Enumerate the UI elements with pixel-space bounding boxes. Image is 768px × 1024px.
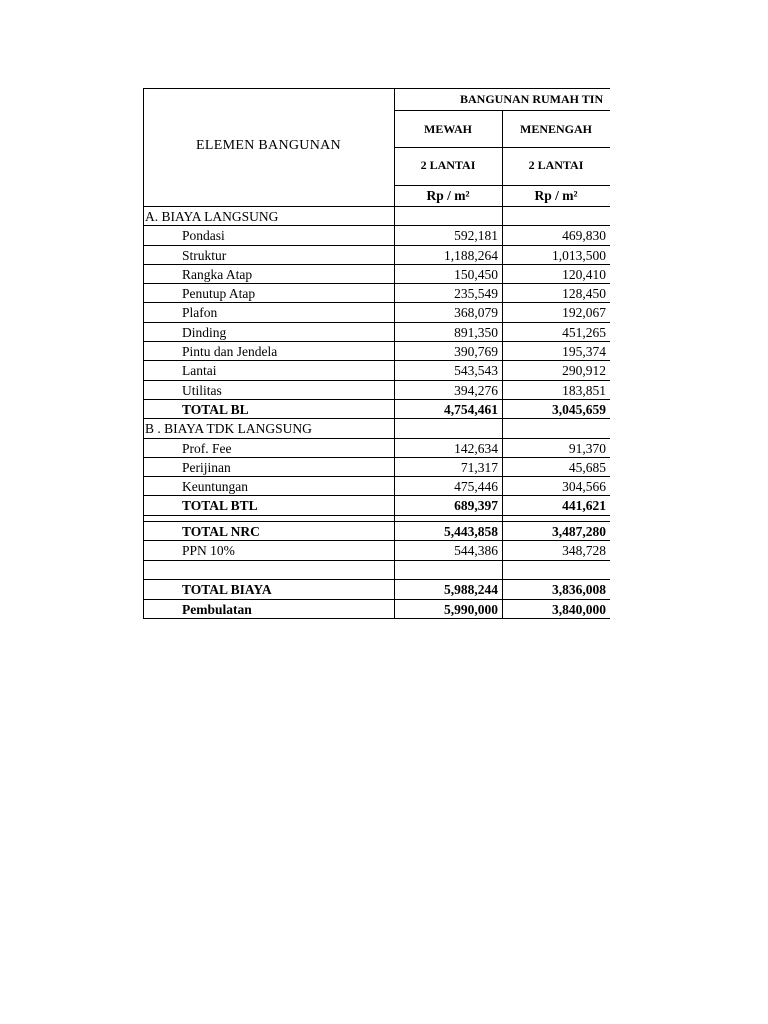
value-cell-mewah: 5,443,858: [444, 523, 498, 539]
row-line: [143, 341, 610, 342]
value-cell-mewah: 544,386: [454, 543, 498, 558]
row-label: A. BIAYA LANGSUNG: [145, 208, 279, 224]
row-label: Lantai: [182, 363, 217, 378]
value-cell-mewah: 5,990,000: [444, 601, 498, 617]
row-label: Prof. Fee: [182, 440, 232, 456]
value-cell-menengah: 192,067: [562, 305, 606, 320]
group-header-clip: [394, 88, 610, 110]
value-cell-mewah: 1,188,264: [444, 247, 498, 263]
row-label: Perijinan: [182, 459, 231, 475]
row-line: [143, 302, 610, 303]
row-line: [143, 476, 610, 477]
value-cell-mewah: 150,450: [454, 266, 498, 282]
value-cell-menengah: 451,265: [562, 324, 606, 340]
row-label: Plafon: [182, 305, 218, 320]
floors-header-mewah: 2 LANTAI: [420, 158, 476, 172]
row-label: Keuntungan: [182, 478, 248, 494]
value-cell-menengah: 45,685: [568, 459, 606, 475]
row-line: [143, 360, 610, 361]
row-line: [143, 225, 610, 226]
unit-header-mewah: Rp / m²: [426, 188, 470, 203]
row-label: TOTAL BL: [182, 401, 249, 417]
row-label: Pintu dan Jendela: [182, 343, 278, 359]
row-line: [143, 521, 610, 522]
row-label: Struktur: [182, 247, 227, 263]
row-line: [143, 245, 610, 246]
row-label: Penutup Atap: [182, 285, 256, 301]
table-left-border: [143, 88, 144, 618]
row-line: [143, 380, 610, 381]
row-line: [143, 283, 610, 284]
row-line: [143, 399, 610, 400]
value-cell-menengah: 441,621: [562, 498, 606, 513]
row-line: [143, 418, 610, 419]
value-cell-mewah: 592,181: [454, 228, 498, 243]
value-cell-menengah: 304,566: [562, 478, 606, 494]
value-cell-menengah: 469,830: [562, 228, 606, 243]
value-cell-mewah: 394,276: [454, 382, 498, 398]
value-cell-menengah: 91,370: [568, 440, 606, 456]
row-label: TOTAL BIAYA: [182, 582, 272, 597]
row-label: B . BIAYA TDK LANGSUNG: [145, 421, 312, 436]
row-line: [143, 206, 610, 207]
row-label: TOTAL NRC: [182, 523, 260, 539]
table-bottom-border: [143, 618, 610, 619]
row-label: Rangka Atap: [182, 266, 253, 282]
class-header-mewah: MEWAH: [424, 122, 472, 136]
row-line: [143, 599, 610, 600]
row-line: [143, 264, 610, 265]
value-cell-mewah: 142,634: [454, 440, 498, 456]
class-header-menengah: MENENGAH: [520, 122, 592, 136]
value-cell-mewah: 543,543: [454, 363, 498, 378]
row-line: [143, 322, 610, 323]
value-cell-mewah: 390,769: [454, 343, 498, 359]
table-top-border: [143, 88, 610, 89]
value-cell-mewah: 475,446: [454, 478, 498, 494]
row-line: [143, 540, 610, 541]
row-line: [143, 515, 610, 516]
row-label: Pondasi: [182, 228, 225, 243]
value-cell-menengah: 348,728: [562, 543, 606, 558]
value-cell-menengah: 3,836,008: [552, 582, 606, 597]
element-column-header: ELEMEN BANGUNAN: [196, 138, 341, 153]
row-line: [143, 495, 610, 496]
column-divider: [502, 110, 503, 618]
value-cell-menengah: 290,912: [562, 363, 606, 378]
value-cell-menengah: 3,045,659: [552, 401, 606, 417]
value-cell-menengah: 195,374: [562, 343, 606, 359]
row-label: TOTAL BTL: [182, 498, 258, 513]
value-cell-menengah: 128,450: [562, 285, 606, 301]
unit-header-menengah: Rp / m²: [534, 188, 578, 203]
floors-header-menengah: 2 LANTAI: [528, 158, 584, 172]
value-cell-menengah: 1,013,500: [552, 247, 606, 263]
row-line: [143, 579, 610, 580]
value-cell-mewah: 235,549: [454, 285, 498, 301]
value-cell-mewah: 5,988,244: [444, 582, 498, 597]
value-cell-mewah: 71,317: [460, 459, 498, 475]
value-cell-menengah: 3,840,000: [552, 601, 606, 617]
value-cell-mewah: 368,079: [454, 305, 498, 320]
row-label: Dinding: [182, 324, 227, 340]
row-line: [143, 438, 610, 439]
value-cell-menengah: 183,851: [562, 382, 606, 398]
value-cell-mewah: 4,754,461: [444, 401, 498, 417]
value-cell-menengah: 3,487,280: [552, 523, 606, 539]
value-cell-mewah: 689,397: [454, 498, 498, 513]
row-line: [143, 560, 610, 561]
value-cell-menengah: 120,410: [562, 266, 606, 282]
column-divider: [394, 88, 395, 618]
row-label: PPN 10%: [182, 543, 235, 558]
row-line: [143, 457, 610, 458]
cost-table: [143, 88, 610, 618]
row-label: Utilitas: [182, 382, 222, 398]
value-cell-mewah: 891,350: [454, 324, 498, 340]
group-header: BANGUNAN RUMAH TIN: [460, 92, 604, 106]
row-label: Pembulatan: [182, 601, 252, 617]
